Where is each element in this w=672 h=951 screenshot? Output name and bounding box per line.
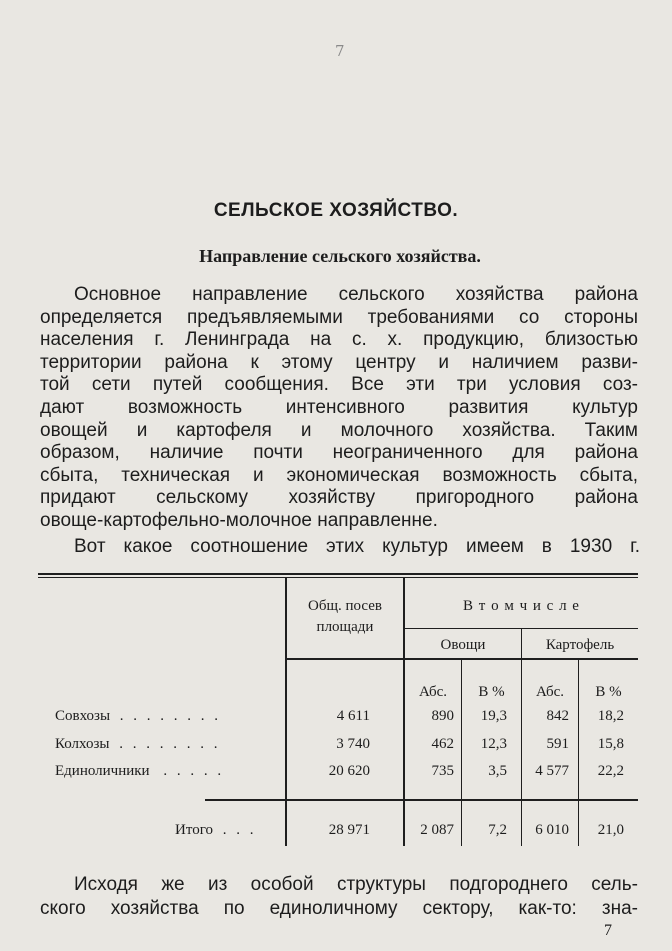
paragraph-line: Исходя же из особой структуры подгороднего сель-: [74, 874, 638, 895]
header-veg-pct: В %: [478, 684, 505, 700]
header-veg-abs: Абс.: [418, 684, 448, 700]
total-separator-rule: [205, 799, 638, 801]
row-leader-dots: . . . . .: [163, 763, 225, 779]
table-row: [55, 707, 285, 725]
subsection-title: Направление сельского хозяйства.: [199, 246, 481, 266]
header-bottom-rule: [287, 658, 638, 660]
cell-pot-abs: 6 010: [535, 822, 569, 838]
paragraph-line: сбыта, техническая и экономическая возможность сбыта,: [40, 464, 638, 486]
closing-paragraph: [40, 873, 638, 921]
total-row: [175, 821, 285, 839]
row-label: Единоличники: [55, 763, 150, 779]
cell-pot-abs: 591: [546, 736, 569, 752]
cell-total: 4 611: [336, 708, 370, 724]
top-page-mark: 7: [335, 42, 345, 60]
cell-veg-pct: 12,3: [480, 736, 507, 752]
total-label: Итого: [175, 822, 213, 838]
table-top-rule-thin: [38, 577, 638, 578]
cell-pot-pct: 22,2: [597, 763, 624, 779]
body-paragraph: [40, 284, 638, 533]
paragraph-line: территории района к этому центру и наличием разви-: [40, 351, 638, 373]
cell-veg-abs: 735: [431, 763, 454, 779]
row-leader-dots: . . . . . . . .: [119, 708, 222, 724]
cell-pot-pct: 15,8: [597, 736, 624, 752]
header-pot-pct: В %: [595, 684, 622, 700]
cell-pot-pct: 18,2: [597, 708, 624, 724]
cell-veg-pct: 3,5: [488, 763, 507, 779]
cell-veg-pct: 19,3: [480, 708, 507, 724]
paragraph-line: ского хозяйства по единоличному сектору, как-то: зна-: [40, 898, 638, 919]
table-intro-line: Вот какое соотношение этих культур имеем в 1930 г.: [74, 536, 640, 557]
table-row: [55, 762, 285, 780]
paragraph-line: образом, наличие почти неограниченного для района: [40, 442, 638, 464]
section-title: СЕЛЬСКОЕ ХОЗЯЙСТВО.: [213, 200, 459, 221]
cell-veg-abs: 462: [431, 736, 454, 752]
cell-total: 3 740: [336, 736, 370, 752]
cell-pot-abs: 842: [546, 708, 569, 724]
header-vegetables: Овощи: [440, 637, 486, 653]
cell-veg-pct: 7,2: [488, 822, 507, 838]
row-label: Колхозы: [55, 736, 110, 752]
header-potatoes: Картофель: [545, 637, 615, 653]
cell-veg-abs: 2 087: [420, 822, 454, 838]
row-label: Совхозы: [55, 708, 111, 724]
paragraph-line: придают сельскому хозяйству пригородного района: [40, 487, 638, 509]
cell-pot-abs: 4 577: [535, 763, 569, 779]
header-total-area: Общ. посев площади: [308, 598, 382, 635]
table-row: [55, 735, 285, 753]
paragraph-line: той сети путей сообщения. Все эти три условия соз-: [40, 374, 638, 396]
cell-total: 20 620: [328, 763, 370, 779]
header-pot-abs: Абс.: [535, 684, 565, 700]
row-leader-dots: . . . . . . . .: [119, 736, 221, 752]
paragraph-line: овоще-картофельно-молочное направленне.: [40, 509, 438, 531]
paragraph-line: определяется предъявляемыми требованиями со стороны: [40, 306, 638, 328]
cell-pot-pct: 21,0: [597, 822, 624, 838]
cell-total: 28 971: [328, 822, 370, 838]
cell-veg-abs: 890: [431, 708, 454, 724]
paragraph-line: населения г. Ленинграда на с. х. продукцию, близостью: [40, 329, 638, 351]
table-top-rule: [38, 573, 638, 575]
paragraph-line: дают возможность интенсивного развития культур: [40, 396, 638, 418]
paragraph-line: овощей и картофеля и молочного хозяйства. Таким: [40, 419, 638, 441]
header-including: В т о м ч и с л е: [463, 598, 580, 614]
row-leader-dots: . . .: [222, 822, 257, 838]
paragraph-line: Основное направление сельского хозяйства района: [74, 284, 638, 305]
page-number: 7: [604, 922, 612, 939]
